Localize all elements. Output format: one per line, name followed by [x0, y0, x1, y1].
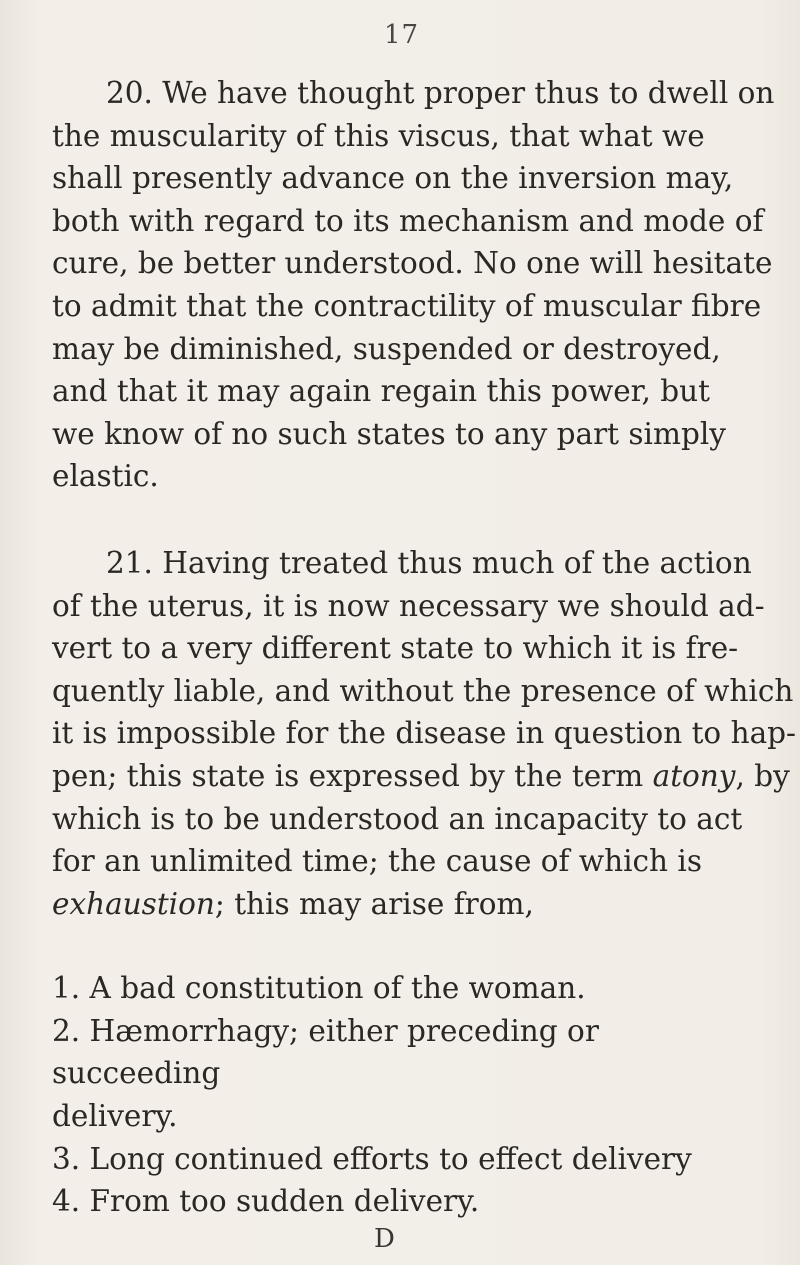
page-number: 17: [384, 20, 420, 50]
text-line: [52, 883, 764, 926]
text-line: of the uterus, it is now necessary we should ad-: [52, 588, 765, 623]
term-atony: atony: [652, 758, 736, 793]
text-line: to admit that the contractility of muscular fibre: [52, 288, 762, 323]
text-line: the muscularity of this viscus, that what we: [52, 118, 705, 153]
text-line: cure, be better understood. No one will hesitate: [52, 246, 773, 281]
text-line: for an unlimited time; the cause of which is: [52, 844, 702, 879]
text-line: and that it may again regain this power, but: [52, 374, 711, 409]
line-text: , by: [735, 758, 790, 793]
list-item: 1. A bad constitution of the woman.: [52, 971, 586, 1006]
text-line: which is to be understood an incapacity to act: [52, 801, 743, 836]
text-line: we know of no such states to any part simply: [52, 416, 726, 451]
text-line: both with regard to its mechanism and mode of: [52, 203, 764, 238]
list-item: 2. Hæmorrhagy; either preceding or succeeding: [52, 1013, 599, 1091]
text-line: vert to a very different state to which it is fre-: [52, 631, 739, 666]
text-line: may be diminished, suspended or destroyed,: [52, 331, 721, 366]
paragraph-20: [52, 72, 775, 498]
text-line: it is impossible for the disease in question to hap-: [52, 716, 797, 751]
text-line: 21. Having treated thus much of the action: [106, 545, 752, 580]
line-text: pen; this state is expressed by the term: [52, 758, 653, 793]
signature-mark: D: [374, 1224, 395, 1254]
text-line: shall presently advance on the inversion may,: [52, 161, 734, 196]
text-line: [52, 755, 790, 798]
paragraph-21: [52, 542, 797, 925]
list-item: 3. Long continued efforts to effect delivery: [52, 1141, 692, 1176]
text-line: quently liable, and without the presence of which: [52, 673, 794, 708]
text-line: elastic.: [52, 459, 159, 494]
line-text: ; this may arise from,: [214, 886, 534, 921]
list-item: 4. From too sudden delivery.: [52, 1184, 480, 1219]
term-exhaustion: exhaustion: [52, 886, 215, 921]
body-text: [52, 72, 797, 1223]
text-line: 20. We have thought proper thus to dwell on: [106, 76, 775, 110]
cause-list: [52, 967, 764, 1223]
list-item-continuation: delivery.: [52, 1099, 178, 1134]
